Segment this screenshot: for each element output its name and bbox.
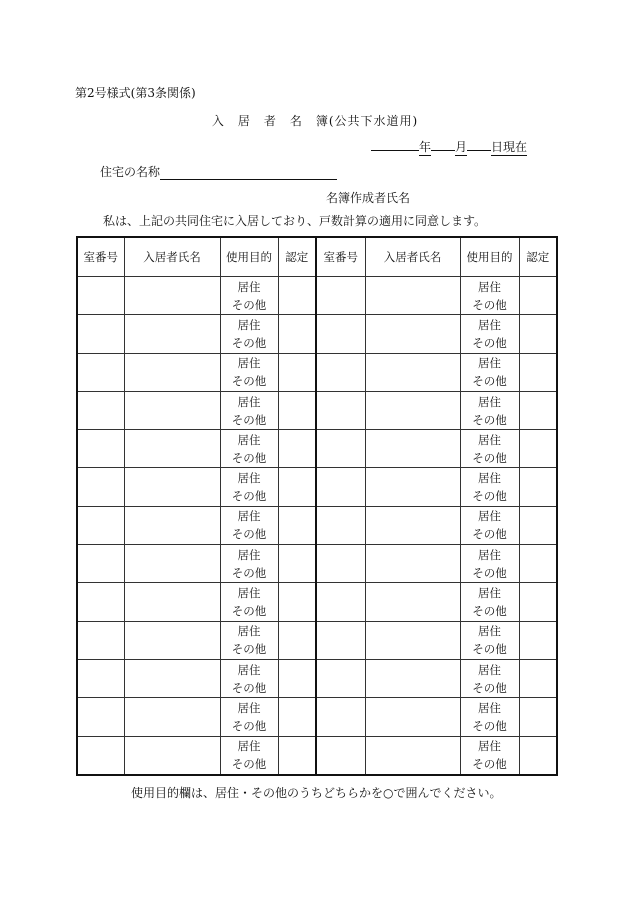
room-number-cell[interactable] [316, 621, 365, 659]
purpose-option-residence: 居住 [478, 432, 501, 447]
approval-cell[interactable] [519, 315, 557, 353]
approval-cell[interactable] [278, 468, 316, 506]
approval-cell[interactable] [278, 506, 316, 544]
table-row [77, 277, 557, 315]
room-number-cell[interactable] [77, 315, 124, 353]
purpose-option-residence: 居住 [237, 356, 261, 371]
approval-cell[interactable] [519, 468, 557, 506]
room-number-cell[interactable] [77, 736, 124, 775]
consent-statement: 私は、上記の共同住宅に入居しており、戸数計算の適用に同意します。 [103, 214, 487, 228]
purpose-option-other: その他 [472, 335, 507, 350]
resident-name-cell[interactable] [124, 277, 220, 315]
purpose-option-residence: 居住 [237, 624, 261, 639]
purpose-option-residence: 居住 [237, 471, 261, 486]
resident-name-cell[interactable] [365, 506, 460, 544]
purpose-option-residence: 居住 [237, 317, 261, 332]
approval-cell[interactable] [278, 583, 316, 621]
purpose-cell[interactable] [220, 506, 278, 544]
resident-name-cell[interactable] [365, 736, 460, 775]
room-number-cell[interactable] [77, 698, 124, 736]
room-number-cell[interactable] [316, 698, 365, 736]
purpose-cell[interactable] [220, 353, 278, 391]
purpose-cell[interactable] [460, 621, 519, 659]
resident-name-cell[interactable] [365, 698, 460, 736]
col-header-resident-name: 入居者氏名 [365, 237, 460, 277]
purpose-option-other: その他 [472, 757, 507, 772]
room-number-cell[interactable] [77, 430, 124, 468]
purpose-option-residence: 居住 [237, 279, 261, 294]
purpose-cell[interactable] [460, 353, 519, 391]
purpose-option-residence: 居住 [478, 700, 501, 715]
resident-name-cell[interactable] [124, 506, 220, 544]
table-row [77, 545, 557, 583]
room-number-cell[interactable] [316, 583, 365, 621]
purpose-option-other: その他 [472, 604, 507, 619]
purpose-cell[interactable] [460, 736, 519, 775]
resident-name-cell[interactable] [124, 545, 220, 583]
col-header-room-no: 室番号 [316, 237, 365, 277]
purpose-cell[interactable] [220, 621, 278, 659]
approval-cell[interactable] [519, 545, 557, 583]
room-number-cell[interactable] [316, 430, 365, 468]
room-number-cell[interactable] [316, 736, 365, 775]
purpose-option-residence: 居住 [478, 509, 501, 524]
purpose-option-residence: 居住 [478, 624, 501, 639]
purpose-cell[interactable] [220, 659, 278, 697]
approval-cell[interactable] [519, 621, 557, 659]
purpose-option-other: その他 [231, 757, 267, 772]
purpose-cell[interactable] [220, 391, 278, 429]
resident-name-cell[interactable] [365, 353, 460, 391]
approval-cell[interactable] [278, 430, 316, 468]
resident-name-cell[interactable] [124, 621, 220, 659]
table-header-row [77, 237, 557, 277]
purpose-option-other: その他 [472, 565, 507, 580]
creator-name-label: 名簿作成者氏名 [326, 191, 411, 205]
date-day-label: 日現在 [490, 140, 527, 154]
purpose-option-other: その他 [472, 450, 507, 465]
approval-cell[interactable] [278, 391, 316, 429]
approval-cell[interactable] [278, 353, 316, 391]
purpose-option-other: その他 [231, 680, 267, 695]
approval-cell[interactable] [278, 698, 316, 736]
room-number-cell[interactable] [77, 583, 124, 621]
col-header-approval: 認定 [278, 237, 316, 277]
purpose-option-residence: 居住 [237, 739, 261, 754]
col-header-resident-name: 入居者氏名 [124, 237, 220, 277]
purpose-option-other: その他 [472, 718, 507, 733]
housing-name-field [160, 167, 337, 180]
purpose-option-residence: 居住 [237, 394, 261, 409]
purpose-option-residence: 居住 [478, 547, 501, 562]
col-header-purpose: 使用目的 [460, 237, 519, 277]
purpose-option-residence: 居住 [478, 317, 501, 332]
table-row [77, 468, 557, 506]
purpose-cell[interactable] [460, 545, 519, 583]
document-title: 入 居 者 名 簿(公共下水道用) [211, 114, 419, 128]
footnote: 使用目的欄は、居住・その他のうちどちらかを○で囲んでください。 [131, 786, 502, 800]
room-number-cell[interactable] [77, 391, 124, 429]
resident-name-cell[interactable] [124, 583, 220, 621]
resident-name-cell[interactable] [365, 315, 460, 353]
room-number-cell[interactable] [316, 391, 365, 429]
purpose-option-other: その他 [472, 374, 507, 389]
purpose-option-residence: 居住 [237, 700, 261, 715]
purpose-cell[interactable] [460, 468, 519, 506]
approval-cell[interactable] [519, 277, 557, 315]
purpose-option-residence: 居住 [237, 586, 261, 601]
resident-register-table [76, 236, 558, 776]
table-row [77, 315, 557, 353]
purpose-option-other: その他 [231, 527, 267, 542]
purpose-option-other: その他 [231, 297, 267, 312]
resident-name-cell[interactable] [124, 391, 220, 429]
col-header-purpose: 使用目的 [220, 237, 278, 277]
approval-cell[interactable] [278, 659, 316, 697]
table-row [77, 659, 557, 697]
purpose-option-other: その他 [231, 412, 267, 427]
purpose-cell[interactable] [220, 698, 278, 736]
purpose-cell[interactable] [220, 315, 278, 353]
resident-name-cell[interactable] [124, 468, 220, 506]
room-number-cell[interactable] [77, 277, 124, 315]
housing-name-line [100, 163, 337, 180]
approval-cell[interactable] [519, 698, 557, 736]
resident-name-cell[interactable] [365, 659, 460, 697]
resident-name-cell[interactable] [365, 468, 460, 506]
resident-name-cell[interactable] [365, 545, 460, 583]
room-number-cell[interactable] [77, 621, 124, 659]
resident-name-cell[interactable] [365, 391, 460, 429]
resident-name-cell[interactable] [124, 698, 220, 736]
purpose-option-residence: 居住 [478, 394, 501, 409]
purpose-cell[interactable] [220, 583, 278, 621]
approval-cell[interactable] [278, 277, 316, 315]
approval-cell[interactable] [519, 430, 557, 468]
col-header-room-no: 室番号 [77, 237, 124, 277]
room-number-cell[interactable] [77, 659, 124, 697]
purpose-cell[interactable] [460, 583, 519, 621]
room-number-cell[interactable] [77, 506, 124, 544]
purpose-option-other: その他 [231, 565, 267, 580]
table-row [77, 506, 557, 544]
purpose-option-other: その他 [231, 450, 267, 465]
resident-name-cell[interactable] [365, 583, 460, 621]
purpose-cell[interactable] [460, 391, 519, 429]
purpose-cell[interactable] [460, 315, 519, 353]
table-row [77, 621, 557, 659]
approval-cell[interactable] [278, 621, 316, 659]
purpose-option-other: その他 [472, 642, 507, 657]
form-number: 第2号様式(第3条関係) [75, 86, 196, 100]
purpose-option-other: その他 [472, 489, 507, 504]
table-row [77, 391, 557, 429]
purpose-option-other: その他 [231, 335, 267, 350]
approval-cell[interactable] [519, 736, 557, 775]
purpose-option-other: その他 [472, 527, 507, 542]
purpose-cell[interactable] [460, 506, 519, 544]
room-number-cell[interactable] [77, 353, 124, 391]
col-header-approval: 認定 [519, 237, 557, 277]
purpose-cell[interactable] [220, 430, 278, 468]
purpose-option-residence: 居住 [478, 739, 501, 754]
purpose-option-other: その他 [231, 642, 267, 657]
approval-cell[interactable] [278, 736, 316, 775]
table-row [77, 583, 557, 621]
date-line [371, 138, 527, 156]
approval-cell[interactable] [519, 391, 557, 429]
approval-cell[interactable] [278, 315, 316, 353]
purpose-option-residence: 居住 [237, 662, 261, 677]
resident-name-cell[interactable] [124, 353, 220, 391]
resident-name-cell[interactable] [124, 430, 220, 468]
table-row [77, 698, 557, 736]
table-row [77, 353, 557, 391]
purpose-option-residence: 居住 [237, 547, 261, 562]
room-number-cell[interactable] [316, 277, 365, 315]
purpose-cell[interactable] [220, 468, 278, 506]
purpose-option-other: その他 [472, 297, 507, 312]
purpose-option-residence: 居住 [478, 662, 501, 677]
room-number-cell[interactable] [316, 353, 365, 391]
purpose-cell[interactable] [220, 277, 278, 315]
resident-name-cell[interactable] [365, 430, 460, 468]
date-year-label: 年 [418, 140, 431, 154]
purpose-option-residence: 居住 [478, 356, 501, 371]
resident-name-cell[interactable] [124, 736, 220, 775]
purpose-option-residence: 居住 [478, 471, 501, 486]
approval-cell[interactable] [519, 353, 557, 391]
purpose-option-other: その他 [231, 374, 267, 389]
purpose-option-residence: 居住 [237, 432, 261, 447]
purpose-option-other: その他 [231, 604, 267, 619]
housing-name-label: 住宅の名称 [100, 165, 161, 179]
resident-name-cell[interactable] [124, 315, 220, 353]
purpose-cell[interactable] [220, 545, 278, 583]
room-number-cell[interactable] [77, 468, 124, 506]
approval-cell[interactable] [519, 506, 557, 544]
approval-cell[interactable] [519, 659, 557, 697]
table-row [77, 430, 557, 468]
room-number-cell[interactable] [77, 545, 124, 583]
purpose-option-residence: 居住 [237, 509, 261, 524]
room-number-cell[interactable] [316, 659, 365, 697]
purpose-cell[interactable] [460, 659, 519, 697]
purpose-cell[interactable] [460, 698, 519, 736]
room-number-cell[interactable] [316, 545, 365, 583]
purpose-cell[interactable] [460, 277, 519, 315]
purpose-option-other: その他 [231, 718, 267, 733]
purpose-option-other: その他 [472, 412, 507, 427]
purpose-option-residence: 居住 [478, 586, 501, 601]
approval-cell[interactable] [278, 545, 316, 583]
purpose-option-other: その他 [472, 680, 507, 695]
purpose-option-other: その他 [231, 489, 267, 504]
date-month-label: 月 [454, 140, 467, 154]
purpose-cell[interactable] [460, 430, 519, 468]
room-number-cell[interactable] [316, 468, 365, 506]
room-number-cell[interactable] [316, 315, 365, 353]
resident-name-cell[interactable] [124, 659, 220, 697]
resident-name-cell[interactable] [365, 621, 460, 659]
table-row [77, 736, 557, 775]
room-number-cell[interactable] [316, 506, 365, 544]
purpose-cell[interactable] [220, 736, 278, 775]
approval-cell[interactable] [519, 583, 557, 621]
purpose-option-residence: 居住 [478, 279, 501, 294]
resident-name-cell[interactable] [365, 277, 460, 315]
